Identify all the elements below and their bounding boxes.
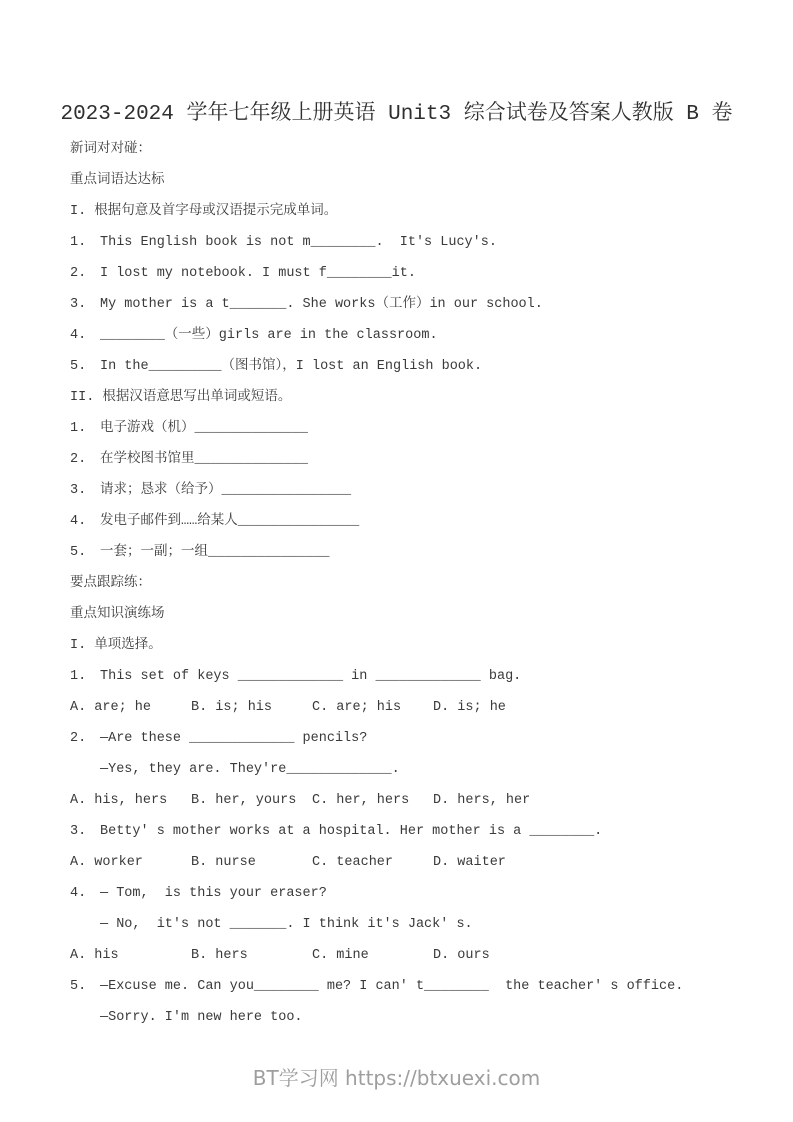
section-1-item <box>70 227 753 258</box>
section-2-item <box>70 444 753 475</box>
section-3-title: I. 单项选择。 <box>70 638 162 653</box>
options-row <box>70 692 753 723</box>
item-number: 3. <box>70 297 87 312</box>
item-number: 3. <box>70 483 87 498</box>
page-title: 2023-2024 学年七年级上册英语 Unit3 综合试卷及答案人教版 B 卷 <box>60 103 733 126</box>
item-number: 4. <box>70 514 87 529</box>
item-text: My mother is a t_______. She works（工作）in our school. <box>100 297 543 312</box>
option-a: A. his <box>70 948 119 963</box>
item-number: 2. <box>70 452 87 467</box>
heading-tracking-practice: 要点跟踪练： <box>70 576 151 591</box>
item-number: 5. <box>70 359 87 374</box>
options-row <box>70 847 753 878</box>
section-1-item <box>70 320 753 351</box>
question-number: 3. <box>70 824 87 839</box>
dialogue-line: —Yes, they are. They're_____________. <box>100 762 400 777</box>
option-a: A. his, hers <box>70 793 168 808</box>
heading-new-words: 新词对对碰： <box>70 142 151 157</box>
question-text: —Excuse me. Can you________ me? I can' t________ the teacher' s office. <box>100 979 684 994</box>
choice-question <box>70 878 753 909</box>
option-b: B. her, yours <box>191 793 297 808</box>
question-text: — Tom, is this your eraser? <box>100 886 327 901</box>
document-body <box>70 134 753 1033</box>
section-2-item <box>70 537 753 568</box>
question-text: This set of keys _____________ in _____________ bag. <box>100 669 522 684</box>
choice-question <box>70 971 753 1002</box>
heading-key-words: 重点词语达达标 <box>70 173 165 188</box>
option-d: D. hers, her <box>433 793 531 808</box>
item-number: 5. <box>70 545 87 560</box>
section-2-item <box>70 413 753 444</box>
item-number: 1. <box>70 421 87 436</box>
option-d: D. waiter <box>433 855 506 870</box>
item-text: This English book is not m________. It's Lucy's. <box>100 235 497 250</box>
option-a: A. are; he <box>70 700 152 715</box>
item-text: In the_________（图书馆），I lost an English book. <box>100 359 483 374</box>
section-2-item <box>70 475 753 506</box>
question-text: —Are these _____________ pencils? <box>100 731 368 746</box>
options-row <box>70 940 753 971</box>
footer-watermark: BT学习网 https://btxuexi.com <box>252 1066 541 1090</box>
item-text: 一套；一副；一组_______________ <box>100 545 330 560</box>
choice-question <box>70 661 753 692</box>
option-c: C. are; his <box>312 700 402 715</box>
choice-question <box>70 816 753 847</box>
item-text: I lost my notebook. I must f________it. <box>100 266 416 281</box>
option-a: A. worker <box>70 855 143 870</box>
question-number: 1. <box>70 669 87 684</box>
question-text: Betty' s mother works at a hospital. Her mother is a ________. <box>100 824 603 839</box>
section-1-title: I. 根据句意及首字母或汉语提示完成单词。 <box>70 204 338 219</box>
item-text: 请求；恳求（给予）________________ <box>100 483 352 498</box>
item-number: 2. <box>70 266 87 281</box>
item-text: 电子游戏（机）______________ <box>100 421 308 436</box>
options-row <box>70 785 753 816</box>
option-b: B. nurse <box>191 855 256 870</box>
dialogue-line: —Sorry. I'm new here too. <box>100 1010 303 1025</box>
choice-question <box>70 723 753 754</box>
option-c: C. teacher <box>312 855 394 870</box>
item-text: ________（一些）girls are in the classroom. <box>100 328 438 343</box>
section-1-item <box>70 351 753 382</box>
item-text: 在学校图书馆里______________ <box>100 452 308 467</box>
option-d: D. is; he <box>433 700 506 715</box>
heading-knowledge-drill: 重点知识演练场 <box>70 607 165 622</box>
option-c: C. her, hers <box>312 793 410 808</box>
question-number: 2. <box>70 731 87 746</box>
section-1-item <box>70 289 753 320</box>
question-number: 5. <box>70 979 87 994</box>
option-d: D. ours <box>433 948 490 963</box>
dialogue-line: — No, it's not _______. I think it's Jack' s. <box>100 917 473 932</box>
section-2-title: II. 根据汉语意思写出单词或短语。 <box>70 390 292 405</box>
item-number: 4. <box>70 328 87 343</box>
option-b: B. hers <box>191 948 248 963</box>
item-number: 1. <box>70 235 87 250</box>
question-number: 4. <box>70 886 87 901</box>
option-c: C. mine <box>312 948 369 963</box>
item-text: 发电子邮件到……给某人_______________ <box>100 514 360 529</box>
section-2-item <box>70 506 753 537</box>
option-b: B. is; his <box>191 700 273 715</box>
section-1-item <box>70 258 753 289</box>
